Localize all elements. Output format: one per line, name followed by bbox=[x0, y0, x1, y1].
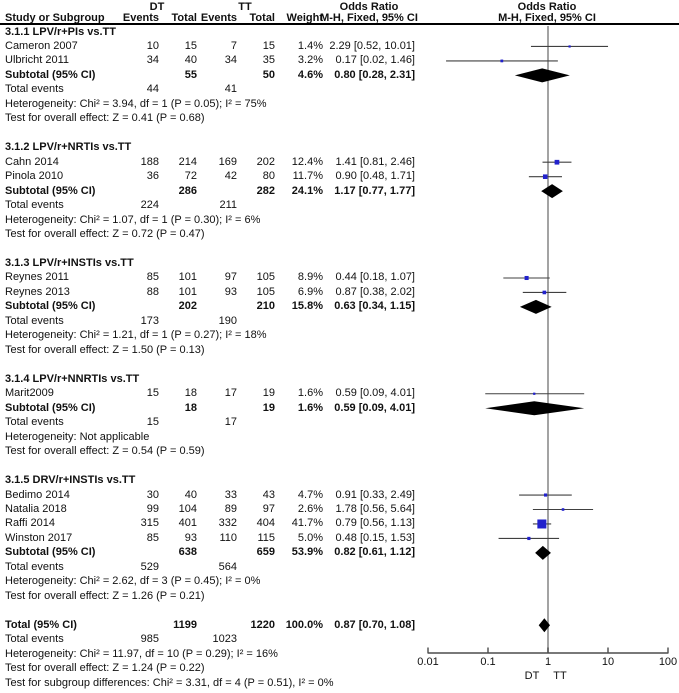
study-name: Marit2009 bbox=[5, 387, 54, 400]
favours-dt-label: DT bbox=[524, 670, 540, 682]
tt-events: 34 bbox=[224, 54, 237, 67]
effect-square bbox=[527, 537, 530, 540]
or-ci-text: 0.87 [0.38, 2.02] bbox=[335, 285, 415, 298]
weight: 3.2% bbox=[297, 54, 323, 67]
or-ci-text: 0.59 [0.09, 4.01] bbox=[335, 387, 415, 400]
dt-events-header: Events bbox=[122, 12, 159, 24]
axis-tick-label: 10 bbox=[601, 656, 615, 668]
weight: 1.4% bbox=[297, 39, 323, 52]
dt-total: 104 bbox=[178, 503, 197, 515]
axis-tick-label: 0.1 bbox=[480, 656, 496, 668]
study-column-header: Study or Subgroup bbox=[5, 12, 105, 24]
overall-effect-text: Test for overall effect: Z = 1.24 (P = 0.22) bbox=[5, 662, 205, 675]
tt-events: 93 bbox=[224, 285, 237, 298]
dt-total: 72 bbox=[184, 170, 197, 183]
tt-events: 169 bbox=[218, 155, 237, 168]
weight: 5.0% bbox=[297, 531, 323, 544]
dt-total: 15 bbox=[184, 39, 197, 52]
tt-total: 43 bbox=[262, 488, 275, 501]
tt-total: 105 bbox=[256, 285, 275, 298]
tt-events: 33 bbox=[224, 488, 237, 501]
or-ci-text: 1.41 [0.81, 2.46] bbox=[335, 155, 415, 168]
tt-events: 41 bbox=[224, 83, 237, 96]
dt-events: 529 bbox=[140, 560, 159, 573]
or-ci-text: 0.79 [0.56, 1.13] bbox=[335, 517, 415, 530]
dt-group-header: DT bbox=[149, 1, 165, 13]
study-name: Pinola 2010 bbox=[5, 170, 64, 183]
subtotal-label: Subtotal (95% CI) bbox=[5, 300, 96, 313]
subtotal-diamond bbox=[485, 401, 584, 415]
heterogeneity-text: Heterogeneity: Chi² = 1.21, df = 1 (P = 0.27); I² = 18% bbox=[5, 329, 267, 342]
tt-events: 190 bbox=[218, 314, 237, 327]
axis-tick-label: 1 bbox=[544, 656, 552, 668]
weight: 24.1% bbox=[291, 184, 323, 197]
total-events-label: Total events bbox=[5, 314, 64, 327]
heterogeneity-text: Heterogeneity: Chi² = 11.97, df = 10 (P = 0.29); I² = 16% bbox=[5, 647, 278, 660]
tt-total: 210 bbox=[256, 300, 275, 313]
tt-total: 19 bbox=[262, 401, 275, 414]
dt-total: 214 bbox=[178, 155, 197, 168]
subgroup-heading: 3.1.3 LPV/r+INSTIs vs.TT bbox=[5, 257, 134, 270]
tt-total: 97 bbox=[262, 503, 275, 515]
effect-square bbox=[555, 160, 560, 165]
subtotal-label: Subtotal (95% CI) bbox=[5, 546, 96, 559]
weight: 11.7% bbox=[292, 170, 323, 183]
or-ci-text: 0.48 [0.15, 1.53] bbox=[335, 531, 415, 544]
heterogeneity-text: Heterogeneity: Chi² = 2.62, df = 3 (P = 0.45); I² = 0% bbox=[5, 575, 261, 588]
tt-total: 1220 bbox=[250, 618, 275, 631]
tt-total: 202 bbox=[256, 155, 275, 168]
dt-total: 101 bbox=[178, 285, 197, 298]
weight: 12.4% bbox=[291, 155, 323, 168]
or-ci-text: 0.17 [0.02, 1.46] bbox=[335, 54, 415, 67]
total-events-label: Total events bbox=[5, 560, 64, 573]
dt-events: 44 bbox=[146, 83, 159, 96]
effect-square bbox=[543, 174, 548, 179]
or-ci-text: 0.90 [0.48, 1.71] bbox=[335, 170, 415, 183]
weight: 53.9% bbox=[291, 546, 323, 559]
effect-square bbox=[537, 519, 546, 528]
effect-square bbox=[543, 291, 547, 295]
tt-events: 332 bbox=[218, 517, 237, 530]
dt-total: 18 bbox=[184, 387, 197, 400]
tt-events: 17 bbox=[224, 387, 237, 400]
dt-events: 85 bbox=[146, 531, 159, 544]
weight: 2.6% bbox=[297, 503, 323, 515]
subgroup-heading: 3.1.5 DRV/r+INSTIs vs.TT bbox=[5, 474, 136, 487]
study-name: Raffi 2014 bbox=[5, 517, 55, 530]
effect-square bbox=[568, 45, 570, 47]
or-ci-text: 0.91 [0.33, 2.49] bbox=[335, 488, 415, 501]
heterogeneity-text: Heterogeneity: Chi² = 1.07, df = 1 (P = 0.30); I² = 6% bbox=[5, 213, 261, 226]
dt-total: 286 bbox=[178, 184, 197, 197]
subtotal-diamond bbox=[515, 68, 570, 82]
dt-total: 55 bbox=[184, 68, 197, 81]
study-name: Reynes 2011 bbox=[5, 271, 70, 284]
tt-events: 42 bbox=[224, 170, 237, 183]
dt-total: 101 bbox=[178, 271, 197, 284]
or-ci-text: 0.82 [0.61, 1.12] bbox=[334, 546, 415, 559]
total-events-label: Total events bbox=[5, 83, 64, 96]
tt-events: 17 bbox=[224, 416, 237, 429]
or-ci-text: 0.44 [0.18, 1.07] bbox=[335, 271, 415, 284]
overall-effect-text: Test for overall effect: Z = 1.26 (P = 0.21) bbox=[5, 589, 205, 602]
effect-square bbox=[525, 276, 529, 280]
dt-events: 224 bbox=[140, 199, 159, 212]
dt-events: 15 bbox=[146, 387, 159, 400]
tt-total: 659 bbox=[256, 546, 275, 559]
dt-events: 36 bbox=[146, 170, 159, 183]
dt-events: 985 bbox=[140, 633, 159, 646]
dt-events: 88 bbox=[146, 285, 159, 298]
subgroup-heading: 3.1.1 LPV/r+PIs vs.TT bbox=[5, 25, 116, 38]
or-ci-text: 0.80 [0.28, 2.31] bbox=[334, 68, 415, 81]
dt-total: 40 bbox=[184, 54, 197, 67]
dt-events: 34 bbox=[146, 54, 159, 67]
subgroup-heading: 3.1.2 LPV/r+NRTIs vs.TT bbox=[5, 141, 132, 154]
effect-square bbox=[500, 60, 503, 63]
dt-total: 202 bbox=[178, 300, 197, 313]
tt-total: 19 bbox=[262, 387, 275, 400]
weight: 1.6% bbox=[297, 401, 323, 414]
study-name: Ulbricht 2011 bbox=[5, 54, 69, 67]
tt-events: 211 bbox=[219, 199, 237, 212]
study-name: Cameron 2007 bbox=[5, 39, 78, 52]
subtotal-diamond bbox=[541, 184, 563, 198]
weight-header: Weight bbox=[286, 12, 323, 24]
subgroup-heading: 3.1.4 LPV/r+NNRTIs vs.TT bbox=[5, 372, 140, 385]
axis-tick-label: 100 bbox=[658, 656, 678, 668]
plot-header-line2: M-H, Fixed, 95% CI bbox=[498, 12, 596, 24]
dt-events: 30 bbox=[146, 488, 159, 501]
subtotal-label: Subtotal (95% CI) bbox=[5, 184, 96, 197]
tt-total: 115 bbox=[257, 531, 275, 544]
weight: 8.9% bbox=[297, 271, 323, 284]
dt-total: 401 bbox=[178, 517, 197, 530]
dt-total-header: Total bbox=[171, 12, 197, 24]
total-events-label: Total events bbox=[5, 633, 64, 646]
overall-effect-text: Test for overall effect: Z = 0.72 (P = 0.47) bbox=[5, 228, 205, 241]
or-ci-text: 2.29 [0.52, 10.01] bbox=[329, 39, 415, 52]
study-name: Bedimo 2014 bbox=[5, 488, 70, 501]
tt-total-header: Total bbox=[249, 12, 275, 24]
dt-total: 638 bbox=[178, 546, 197, 559]
subgroup-diff-text: Test for subgroup differences: Chi² = 3.31, df = 4 (P = 0.51), I² = 0% bbox=[5, 676, 334, 689]
total-label: Total (95% CI) bbox=[5, 618, 77, 631]
tt-events: 7 bbox=[230, 39, 237, 52]
weight: 4.6% bbox=[297, 68, 323, 81]
dt-events: 15 bbox=[146, 416, 159, 429]
subtotal-diamond bbox=[520, 300, 552, 314]
overall-effect-text: Test for overall effect: Z = 0.54 (P = 0.59) bbox=[5, 445, 205, 458]
study-name: Cahn 2014 bbox=[5, 155, 59, 168]
dt-events: 173 bbox=[140, 314, 159, 327]
effect-square bbox=[544, 493, 547, 496]
axis-tick-label: 0.01 bbox=[417, 656, 439, 668]
total-events-label: Total events bbox=[5, 416, 64, 429]
subtotal-label: Subtotal (95% CI) bbox=[5, 68, 96, 81]
or-ci-text: 0.87 [0.70, 1.08] bbox=[334, 618, 415, 631]
or-ci-text: 0.59 [0.09, 4.01] bbox=[334, 401, 415, 414]
or-ci-text: 1.78 [0.56, 5.64] bbox=[335, 503, 415, 515]
study-name: Reynes 2013 bbox=[5, 285, 70, 298]
dt-total: 18 bbox=[184, 401, 197, 414]
tt-total: 282 bbox=[256, 184, 275, 197]
weight: 1.6% bbox=[297, 387, 323, 400]
weight: 4.7% bbox=[297, 488, 323, 501]
tt-events: 110 bbox=[219, 531, 237, 544]
effect-square bbox=[533, 393, 535, 395]
tt-group-header: TT bbox=[238, 1, 252, 13]
effect-square bbox=[562, 508, 565, 511]
tt-events: 97 bbox=[224, 271, 237, 284]
study-name: Winston 2017 bbox=[5, 531, 73, 544]
dt-events: 315 bbox=[140, 517, 159, 530]
total-events-label: Total events bbox=[5, 199, 64, 212]
dt-total: 93 bbox=[184, 531, 197, 544]
weight: 41.7% bbox=[291, 517, 323, 530]
weight: 100.0% bbox=[285, 618, 323, 631]
overall-effect-text: Test for overall effect: Z = 0.41 (P = 0.68) bbox=[5, 112, 205, 125]
favours-tt-label: TT bbox=[553, 670, 567, 682]
tt-total: 105 bbox=[256, 271, 275, 284]
subtotal-label: Subtotal (95% CI) bbox=[5, 401, 96, 414]
tt-events: 89 bbox=[224, 503, 237, 515]
or-column-header-line2: M-H, Fixed, 95% CI bbox=[320, 12, 418, 24]
dt-total: 1199 bbox=[173, 618, 197, 631]
tt-events: 564 bbox=[218, 560, 237, 573]
overall-effect-text: Test for overall effect: Z = 1.50 (P = 0.13) bbox=[5, 343, 205, 356]
weight: 6.9% bbox=[297, 285, 323, 298]
tt-total: 35 bbox=[262, 54, 275, 67]
dt-events: 85 bbox=[146, 271, 159, 284]
tt-total: 15 bbox=[262, 39, 275, 52]
dt-events: 99 bbox=[146, 503, 159, 515]
study-name: Natalia 2018 bbox=[5, 503, 67, 515]
or-ci-text: 0.63 [0.34, 1.15] bbox=[334, 300, 415, 313]
dt-events: 188 bbox=[140, 155, 159, 168]
tt-total: 50 bbox=[262, 68, 275, 81]
heterogeneity-text: Heterogeneity: Chi² = 3.94, df = 1 (P = 0.05); I² = 75% bbox=[5, 97, 267, 110]
plot-header-line1: Odds Ratio bbox=[517, 1, 577, 13]
dt-events: 10 bbox=[146, 39, 159, 52]
or-ci-text: 1.17 [0.77, 1.77] bbox=[334, 184, 415, 197]
tt-events-header: Events bbox=[200, 12, 237, 24]
tt-events: 1023 bbox=[212, 633, 237, 646]
heterogeneity-text: Heterogeneity: Not applicable bbox=[5, 430, 150, 443]
dt-total: 40 bbox=[184, 488, 197, 501]
tt-total: 80 bbox=[262, 170, 275, 183]
weight: 15.8% bbox=[291, 300, 323, 313]
tt-total: 404 bbox=[256, 517, 275, 530]
or-column-header-line1: Odds Ratio bbox=[339, 1, 399, 13]
